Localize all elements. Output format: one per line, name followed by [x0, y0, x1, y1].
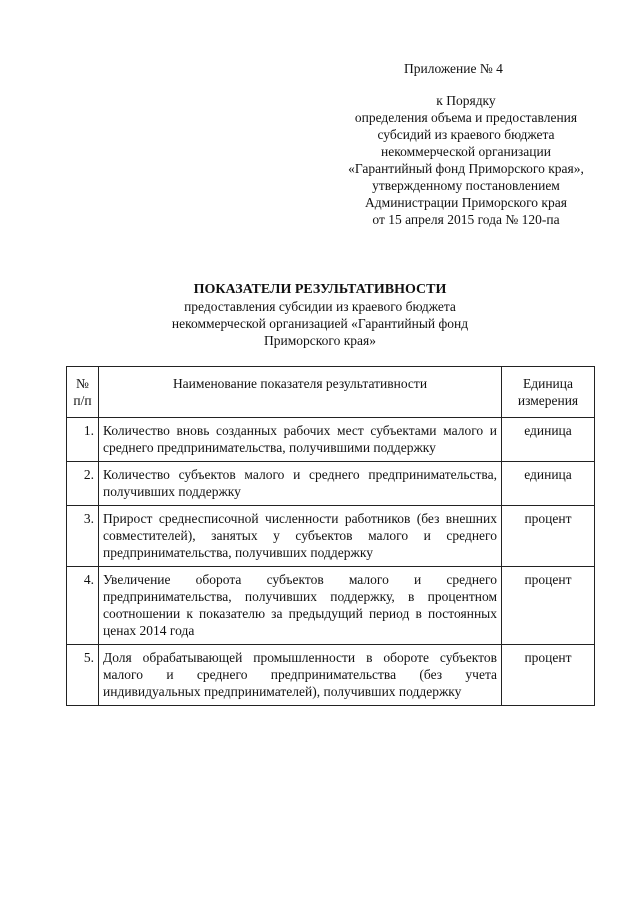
table-row — [67, 645, 595, 706]
table-header-row — [67, 367, 595, 418]
row-indicator-name: Доля обрабатывающей промышленности в обороте субъектов малого и среднего предпринимательства (без учета индивидуальных предпринимателей), получивших поддержку — [99, 645, 502, 706]
row-indicator-name: Увеличение оборота субъектов малого и среднего предпринимательства, получивших поддержку, в процентном соотношении к показателю за предыдущий период в постоянных ценах 2014 года — [99, 567, 502, 645]
table-row — [67, 506, 595, 567]
row-indicator-name: Количество субъектов малого и среднего предпринимательства, получивших поддержку — [99, 462, 502, 506]
table-row — [67, 567, 595, 645]
table-row — [67, 462, 595, 506]
table-row — [67, 418, 595, 462]
appendix-reference — [316, 92, 616, 228]
row-unit: единица — [502, 418, 595, 462]
appendix-line: «Гарантийный фонд Приморского края», — [348, 161, 584, 176]
row-number: 4. — [67, 567, 99, 645]
row-unit: процент — [502, 645, 595, 706]
indicators-table — [66, 366, 595, 706]
row-unit: процент — [502, 506, 595, 567]
document-subtitle-line: некоммерческой организацией «Гарантийный фонд — [171, 316, 469, 331]
row-number: 2. — [67, 462, 99, 506]
appendix-line: субсидий из краевого бюджета — [377, 127, 555, 142]
row-indicator-name: Прирост среднесписочной численности работников (без внешних совместителей), занятых у субъектов малого и среднего предпринимательства, получивших поддержку — [99, 506, 502, 567]
row-indicator-name: Количество вновь созданных рабочих мест субъектами малого и среднего предпринимательства, получившими поддержку — [99, 418, 502, 462]
row-number: 1. — [67, 418, 99, 462]
appendix-title: Приложение № 4 — [404, 61, 503, 76]
document-subtitle-line: предоставления субсидии из краевого бюджета — [184, 299, 456, 314]
appendix-line: к Порядку — [436, 93, 496, 108]
row-unit: единица — [502, 462, 595, 506]
appendix-line: Администрации Приморского края — [365, 195, 567, 210]
header-indicator-name: Наименование показателя результативности — [99, 367, 502, 418]
appendix-line: определения объема и предоставления — [354, 110, 578, 125]
row-unit: процент — [502, 567, 595, 645]
document-heading — [0, 281, 640, 349]
document-title: ПОКАЗАТЕЛИ РЕЗУЛЬТАТИВНОСТИ — [193, 282, 447, 297]
row-number: 5. — [67, 645, 99, 706]
appendix-line: некоммерческой организации — [381, 144, 551, 159]
header-number: № п/п — [67, 367, 99, 418]
row-number: 3. — [67, 506, 99, 567]
header-unit: Единица измерения — [502, 367, 595, 418]
appendix-line: от 15 апреля 2015 года № 120-па — [372, 212, 560, 227]
document-subtitle-line: Приморского края» — [264, 333, 376, 348]
appendix-line: утвержденному постановлением — [372, 178, 560, 193]
